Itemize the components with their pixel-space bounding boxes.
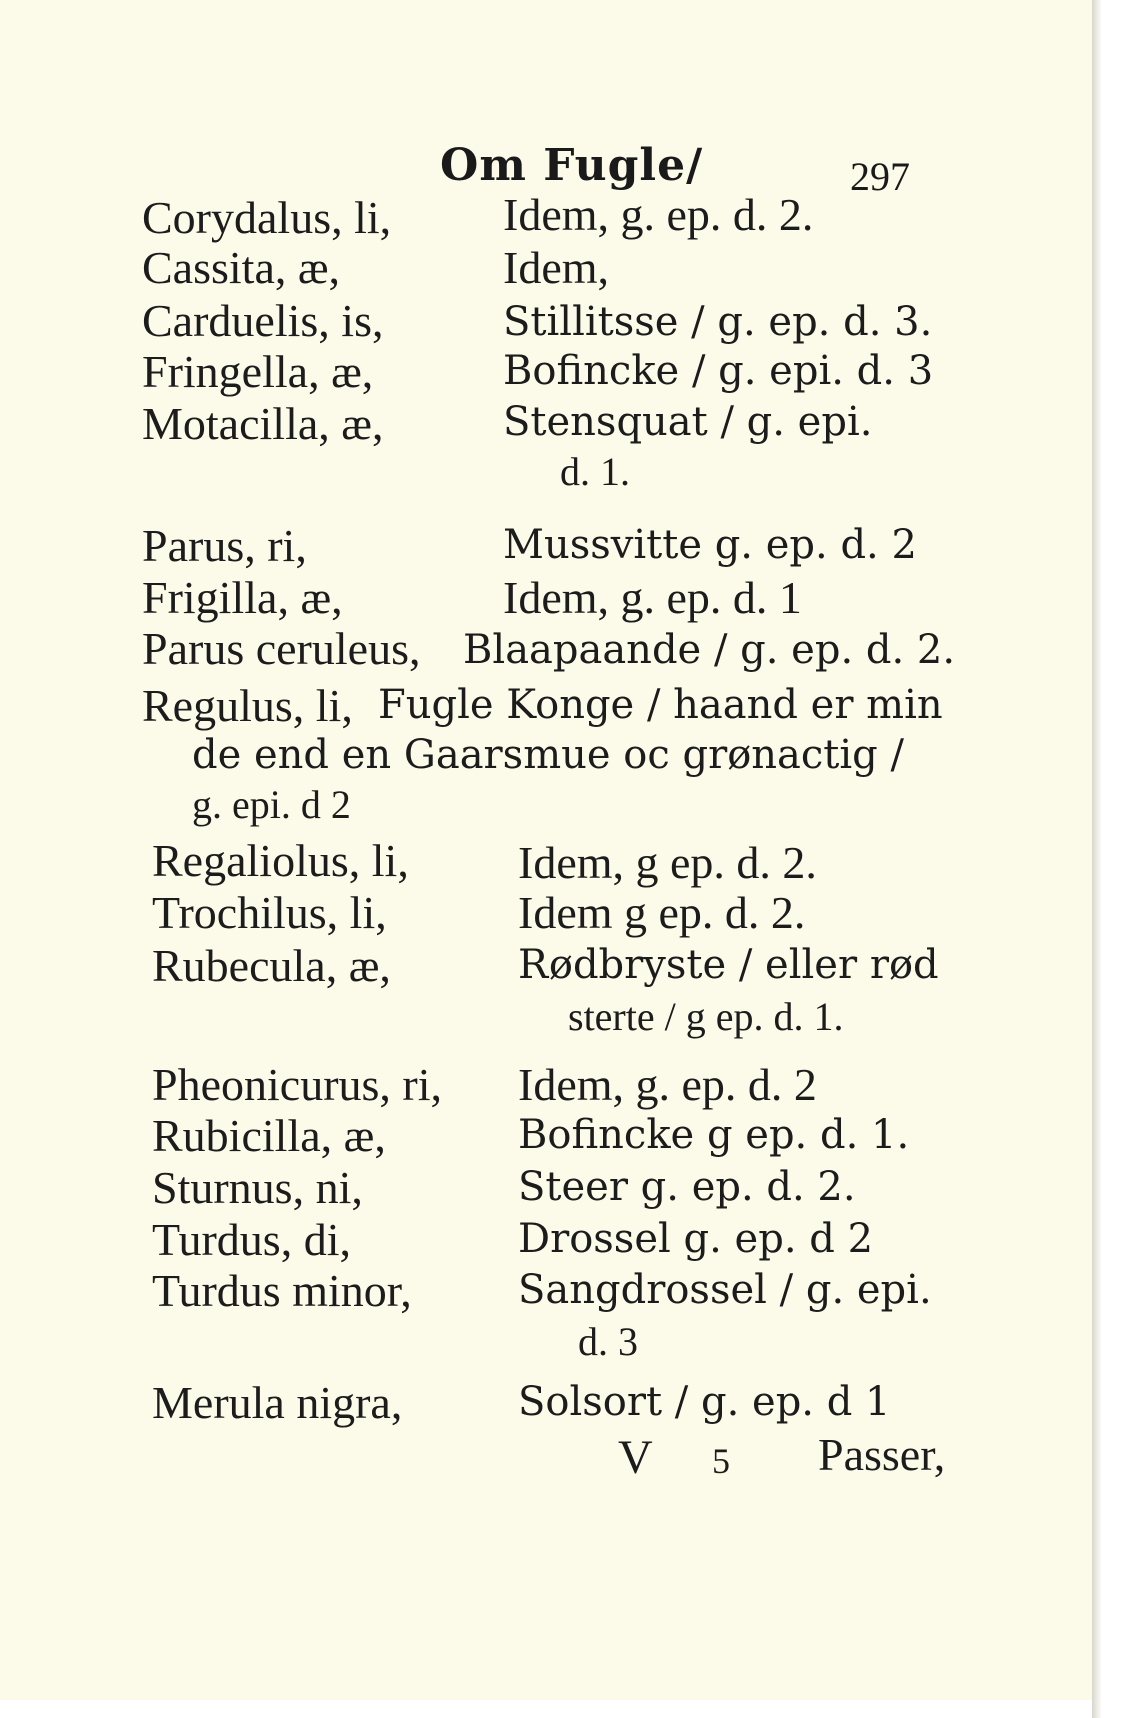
danish-gloss: Idem, [503,242,610,293]
latin-term: Sturnus, ni, [152,1162,363,1213]
danish-gloss: Drossel g. ep. d 2 [518,1216,874,1262]
latin-term: Carduelis, is, [142,295,384,346]
danish-gloss: Bofincke g ep. d. 1. [518,1112,910,1158]
danish-gloss: Idem, g. ep. d. 2 [518,1059,817,1110]
latin-term: Turdus minor, [152,1265,412,1316]
latin-term: Regaliolus, li, [152,835,409,886]
danish-gloss: Solsort / g. ep. d 1 [518,1379,891,1425]
latin-term: Pheonicurus, ri, [152,1059,443,1110]
danish-gloss-continuation: de end en Gaarsmue oc grønactig / [192,732,904,778]
danish-gloss: Sangdrossel / g. epi. [518,1267,932,1313]
danish-gloss: Mussvitte g. ep. d. 2 [503,522,917,568]
danish-gloss-continuation: d. 3 [578,1319,638,1364]
danish-gloss-continuation: d. 1. [560,449,630,494]
danish-gloss: Steer g. ep. d. 2. [518,1164,856,1210]
danish-gloss: Blaapaande / g. ep. d. 2. [463,627,956,673]
latin-term: Motacilla, æ, [142,398,384,449]
danish-gloss-continuation: sterte / g ep. d. 1. [568,994,844,1039]
danish-gloss: Bofincke / g. epi. d. 3 [503,348,934,394]
latin-term: Rubecula, æ, [152,940,391,991]
signature-mark: V [618,1431,653,1484]
latin-term: Rubicilla, æ, [152,1110,386,1161]
danish-gloss: Rødbryste / eller rød [518,942,939,988]
danish-gloss: Idem, g. ep. d. 2. [503,189,814,240]
latin-term: Parus, ri, [142,520,307,571]
latin-term: Corydalus, li, [142,192,392,243]
running-head-title: Om Fugle/ [440,140,704,191]
danish-gloss: Idem, g ep. d. 2. [518,837,817,888]
danish-gloss-continuation: g. epi. d 2 [192,782,351,827]
page-number: 297 [850,154,910,199]
latin-term: Fringella, æ, [142,346,374,397]
danish-gloss: Idem g ep. d. 2. [518,887,806,938]
danish-gloss: Idem, g. ep. d. 1 [503,572,802,623]
page-edge-shadow [1092,0,1102,1718]
latin-term: Parus ceruleus, [142,623,421,674]
signature-number: 5 [712,1441,730,1481]
danish-gloss: Stensquat / g. epi. [503,399,873,445]
latin-term: Frigilla, æ, [142,572,343,623]
latin-term: Turdus, di, [152,1214,351,1265]
catchword: Passer, [818,1429,946,1480]
latin-term: Trochilus, li, [152,887,387,938]
latin-term: Regulus, li, [142,680,353,731]
danish-gloss: Fugle Konge / haand er min [378,682,943,728]
danish-gloss: Stillitsse / g. ep. d. 3. [503,299,933,345]
latin-term: Cassita, æ, [142,242,341,293]
latin-term: Merula nigra, [152,1377,403,1428]
